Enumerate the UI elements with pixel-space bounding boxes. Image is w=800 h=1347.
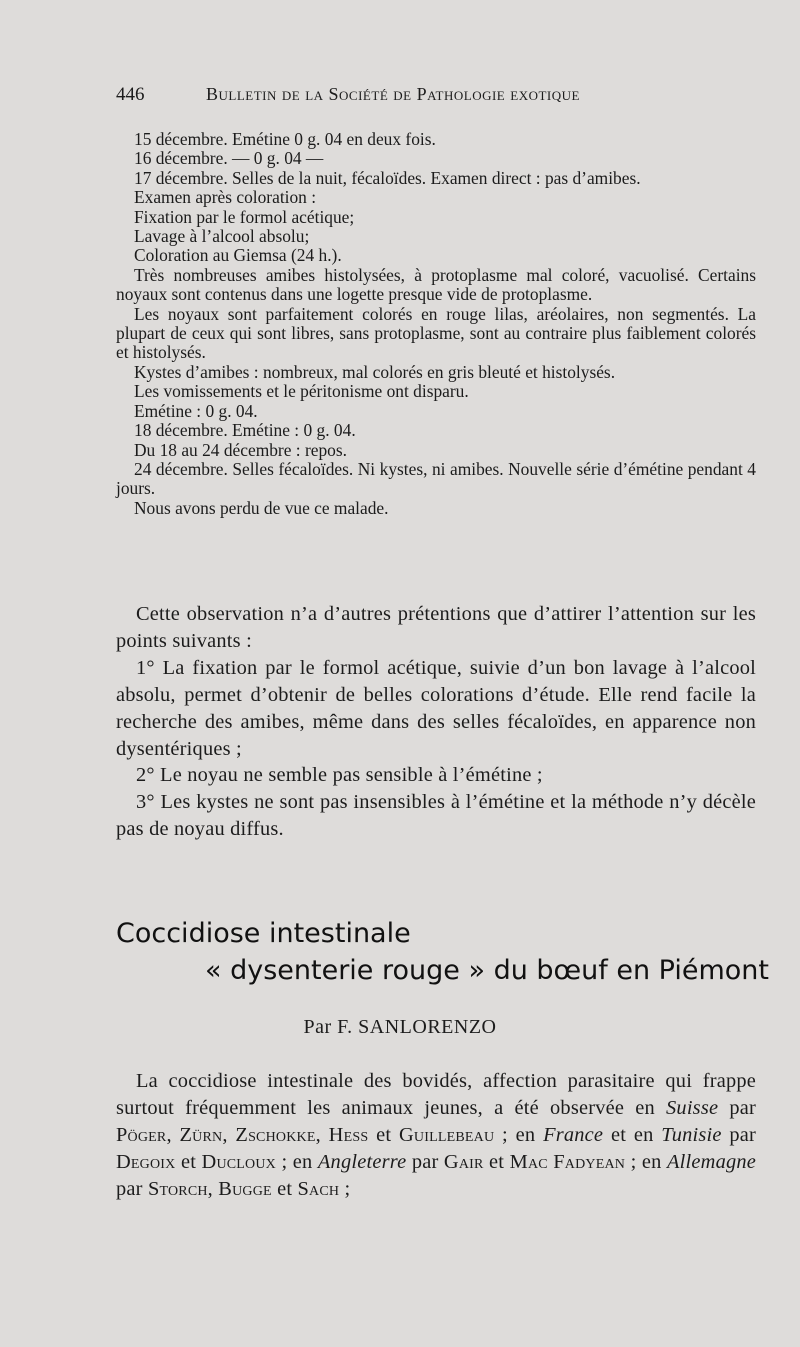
page-number: 446 [116, 84, 145, 105]
observation-line: Examen après coloration : [134, 187, 317, 208]
article-body [116, 1068, 756, 1203]
country-name: France [543, 1123, 604, 1146]
author-names: Guillebeau [398, 1123, 495, 1146]
observation-line: Coloration au Giemsa (24 h.). [134, 245, 342, 266]
observation-line: Nous avons perdu de vue ce malade. [134, 497, 389, 518]
article-byline: Par F. SANLORENZO [303, 1016, 497, 1038]
country-name: Tunisie [661, 1123, 722, 1146]
observation-notes [116, 130, 756, 518]
article-paragraph: La coccidiose intestinale des bovidés, affection parasitaire qui frappe surtout fréquemment les animaux jeunes, a été observée en Suisse par Pöger, Zürn, Zschokke, Hess et Guillebeau ; en France et en Tunisie par Degoix et Ducloux ; en Angleterre par Gair et Mac Fadyean ; en Allemagne par Storch, Bugge et Sach ; [116, 1070, 757, 1200]
observation-line: Très nombreuses amibes histolysées, à protoplasme mal coloré, vacuolisé. Certains noyaux sont contenus dans une logette presque vide de protoplasme. [116, 264, 756, 305]
observation-line: 16 décembre. — 0 g. 04 — [134, 148, 324, 169]
author-names: Degoix [116, 1150, 176, 1173]
observation-line: 24 décembre. Selles fécaloïdes. Ni kystes, ni amibes. Nouvelle série d’émétine pendant 4 jours. [116, 458, 756, 499]
observation-line: Les vomissements et le péritonisme ont disparu. [134, 381, 469, 402]
observation-line: Lavage à l’alcool absolu; [134, 226, 310, 247]
author-names: Sach [297, 1177, 340, 1200]
author-names: Ducloux [201, 1150, 276, 1173]
conclusion-paragraph: 3° Les kystes ne sont pas insensibles à l’émétine et la méthode n’y décèle pas de noyau diffus. [116, 791, 756, 841]
article-subtitle: « dysenterie rouge » du bœuf en Piémont [205, 955, 769, 986]
page-header [116, 84, 668, 110]
author-names: Gair [443, 1150, 484, 1173]
conclusion-paragraph: 2° Le noyau ne semble pas sensible à l’émétine ; [136, 764, 543, 787]
running-head: Bulletin de la Société de Pathologie exotique [206, 84, 580, 104]
observation-line: 17 décembre. Selles de la nuit, fécaloïdes. Examen direct : pas d’amibes. [134, 167, 641, 188]
observation-line: Les noyaux sont parfaitement colorés en rouge lilas, aréolaires, non segmentés. La plupart de ceux qui sont libres, sans protoplasme, sont au contraire plus faiblement colorés et histolysés. [116, 303, 756, 363]
author-names: Mac Fadyean [509, 1150, 626, 1173]
author-names: Pöger, Zürn, Zschokke, Hess [116, 1123, 369, 1146]
conclusion-paragraph: Cette observation n’a d’autres prétentions que d’attirer l’attention sur les points suivants : [116, 603, 756, 652]
country-name: Angleterre [317, 1150, 407, 1173]
observation-line: Fixation par le formol acétique; [134, 206, 355, 227]
country-name: Allemagne [667, 1150, 757, 1173]
observation-line: 15 décembre. Emétine 0 g. 04 en deux fois. [134, 129, 436, 149]
article-title: Coccidiose intestinale [116, 918, 411, 949]
country-name: Suisse [666, 1096, 719, 1119]
author-names: Storch, Bugge [147, 1177, 272, 1200]
observation-line: Du 18 au 24 décembre : repos. [134, 439, 347, 460]
conclusion-paragraph: 1° La fixation par le formol acétique, suivie d’un bon lavage à l’alcool absolu, permet d’obtenir de belles colorations d’étude. Elle rend facile la recherche des amibes, même dans des selles fécaloïdes, en apparence non dysentériques ; [116, 656, 756, 760]
conclusion-section [116, 601, 756, 843]
observation-line: Kystes d’amibes : nombreux, mal colorés en gris bleuté et histolysés. [134, 361, 616, 382]
observation-line: Emétine : 0 g. 04. [134, 400, 258, 421]
observation-line: 18 décembre. Emétine : 0 g. 04. [134, 420, 356, 441]
